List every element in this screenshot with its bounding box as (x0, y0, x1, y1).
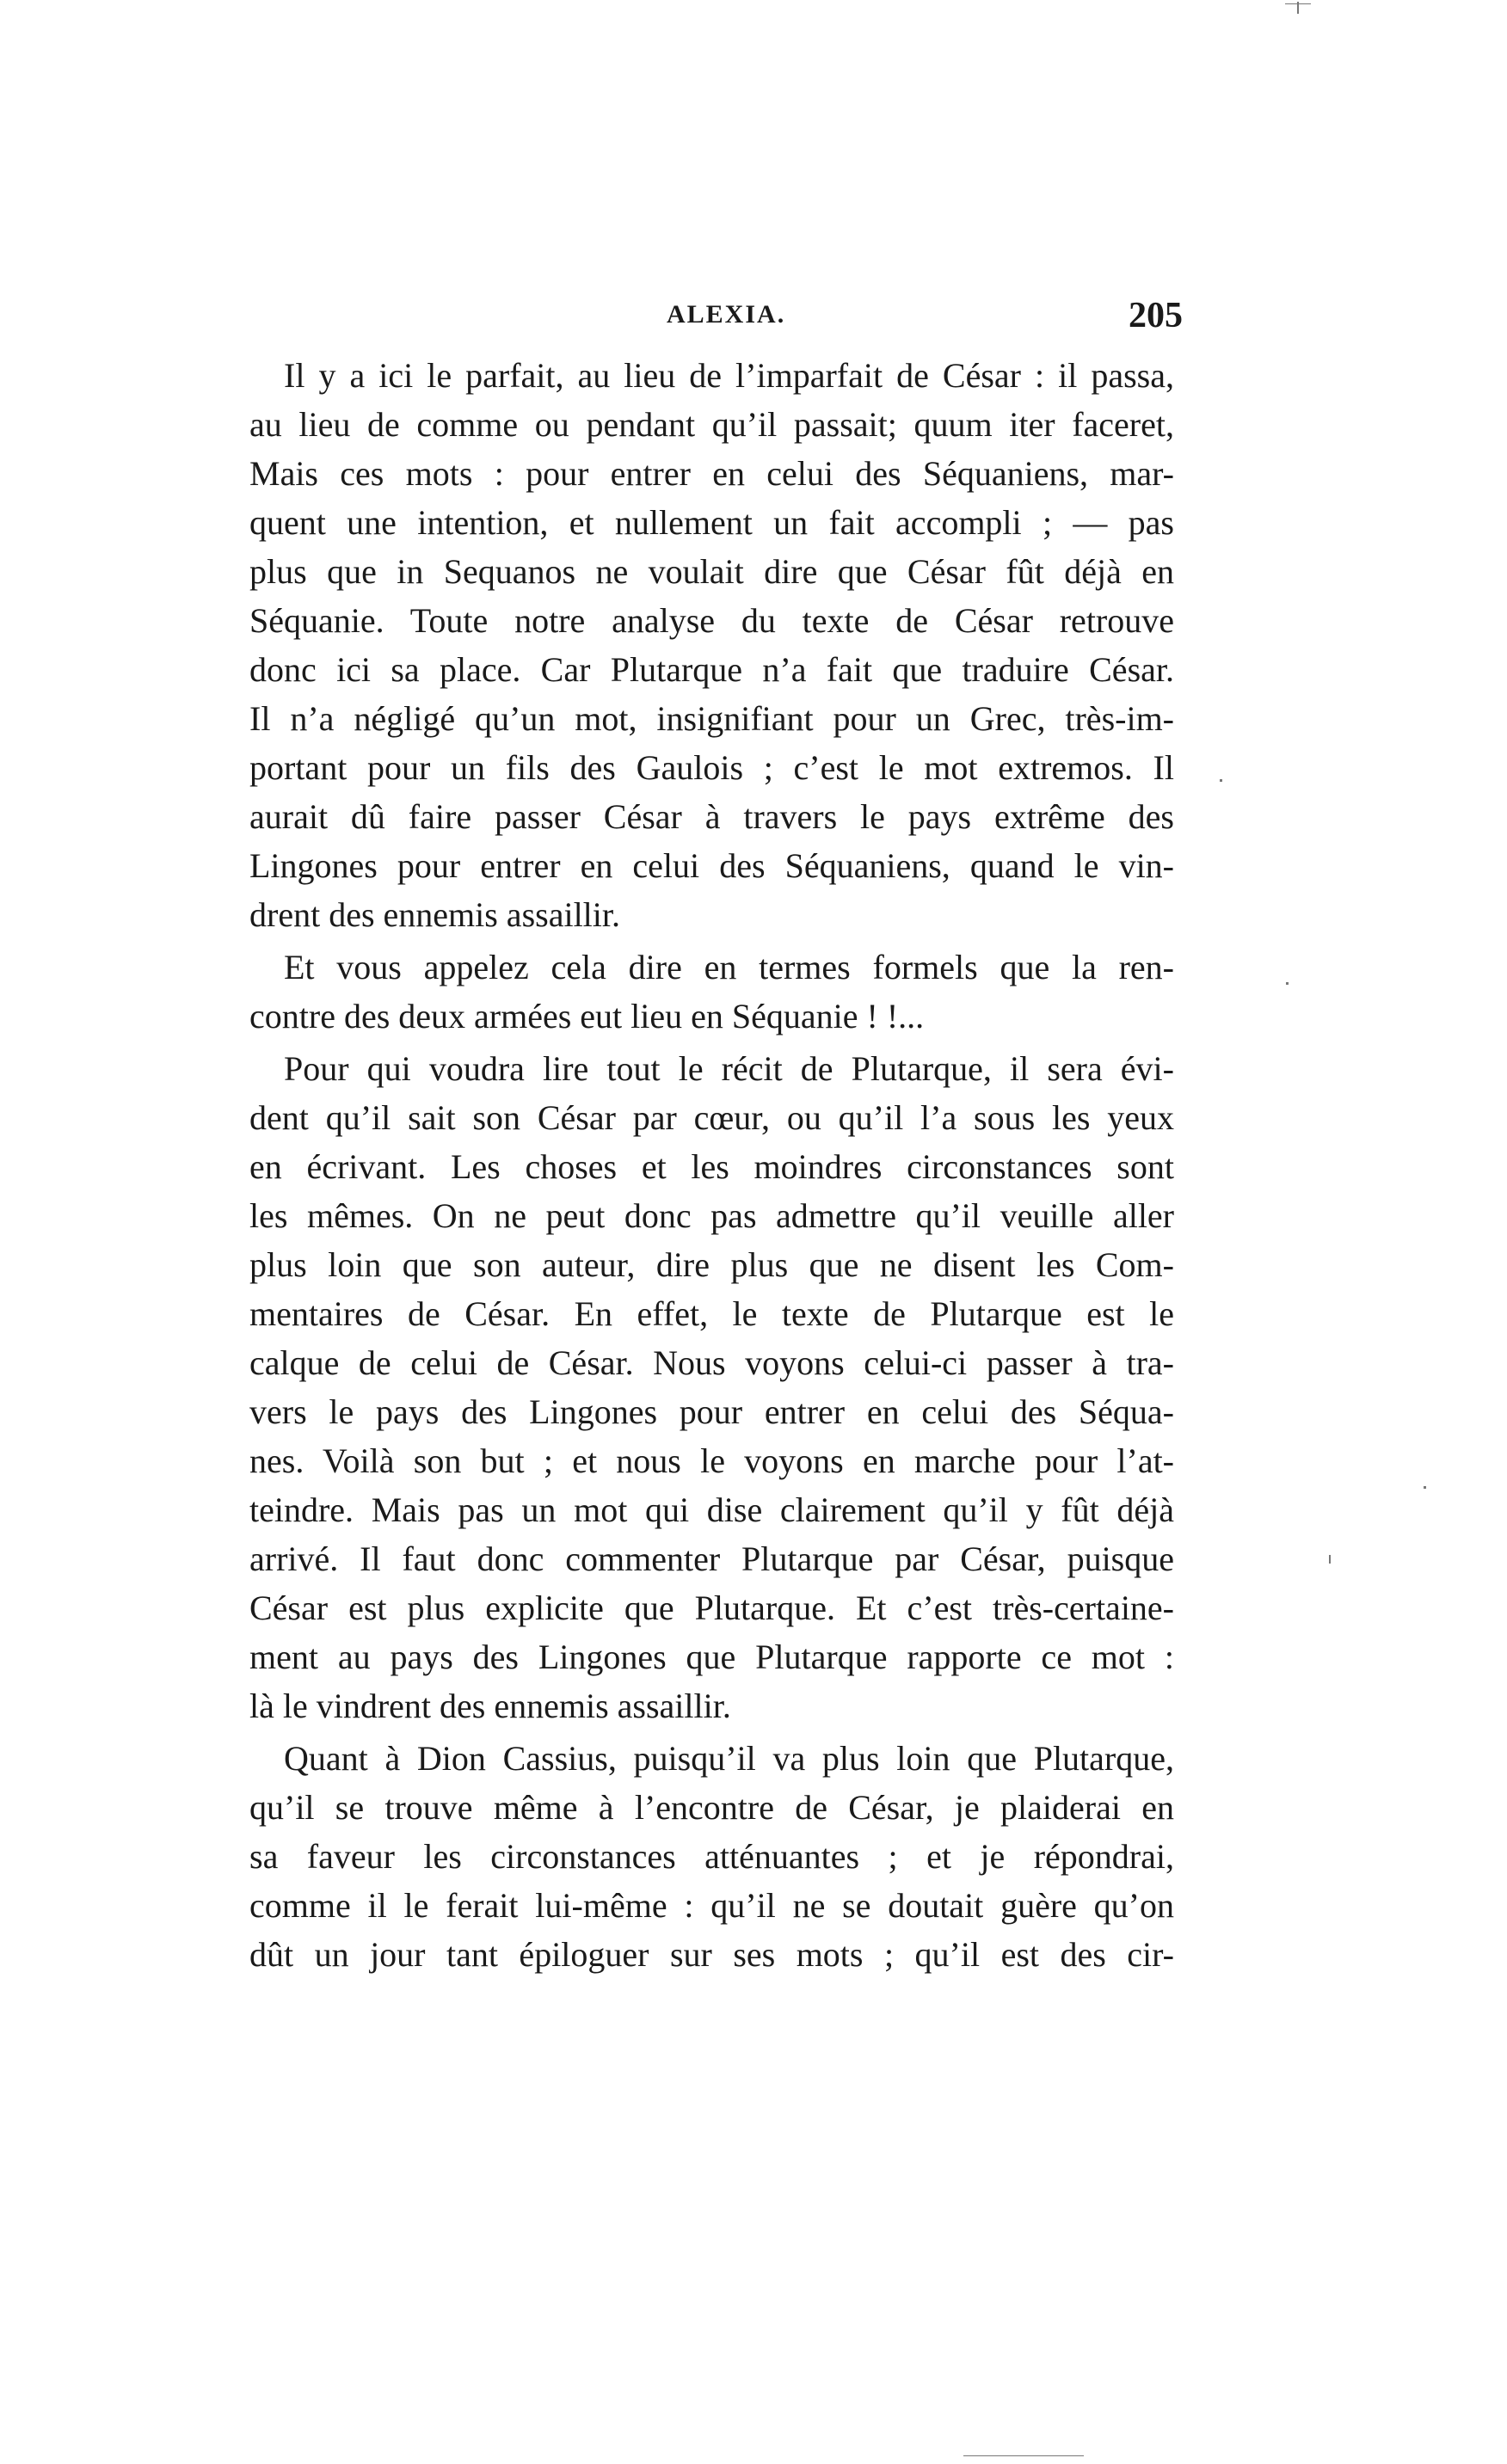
text-line: plus loin que son auteur, dire plus que ne disent les Com- (249, 1245, 1174, 1284)
text-line: Séquanie. Toute notre analyse du texte de César retrouve (249, 601, 1174, 640)
paragraph-4 (249, 1734, 1174, 1979)
page-number: 205 (1129, 296, 1183, 335)
text-line: au lieu de comme ou pendant qu’il passait; quum iter faceret, (249, 405, 1174, 444)
text-line: calque de celui de César. Nous voyons celui-ci passer à tra- (249, 1343, 1174, 1382)
text-line: ment au pays des Lingones que Plutarque rapporte ce mot : (249, 1638, 1174, 1676)
paragraph-3 (249, 1044, 1174, 1730)
text-line: mentaires de César. En effet, le texte de Plutarque est le (249, 1294, 1174, 1333)
scan-speck (963, 2455, 1084, 2456)
running-head (249, 295, 1183, 347)
text-line: drent des ennemis assaillir. (249, 895, 621, 934)
text-line: teindre. Mais pas un mot qui dise clairement qu’il y fût déjà (249, 1490, 1174, 1529)
scan-speck (1285, 3, 1311, 4)
text-line: plus que in Sequanos ne voulait dire que César fût déjà en (249, 552, 1174, 591)
scan-speck (1329, 1555, 1331, 1564)
text-line: Et vous appelez cela dire en termes formels que la ren- (284, 948, 1174, 986)
paragraph-1 (249, 351, 1174, 939)
text-line: en écrivant. Les choses et les moindres circonstances sont (249, 1147, 1174, 1186)
text-line: dût un jour tant épiloguer sur ses mots ; qu’il est des cir- (249, 1935, 1174, 1974)
text-line: dent qu’il sait son César par cœur, ou qu’il l’a sous les yeux (249, 1098, 1174, 1137)
text-line: là le vindrent des ennemis assaillir. (249, 1687, 731, 1725)
running-title: ALEXIA. (667, 300, 786, 329)
text-line: qu’il se trouve même à l’encontre de César, je plaiderai en (249, 1788, 1174, 1827)
text-line: portant pour un fils des Gaulois ; c’est le mot extremos. Il (249, 748, 1174, 787)
text-line: Il n’a négligé qu’un mot, insignifiant pour un Grec, très-im- (249, 699, 1174, 738)
text-line: quent une intention, et nullement un fait accompli ; — pas (249, 503, 1174, 542)
paragraph-2 (249, 943, 1174, 1041)
text-line: Mais ces mots : pour entrer en celui des Séquaniens, mar- (249, 454, 1174, 493)
scan-speck (1220, 779, 1222, 782)
text-line: Quant à Dion Cassius, puisqu’il va plus loin que Plutarque, (284, 1739, 1174, 1778)
text-line: nes. Voilà son but ; et nous le voyons en marche pour l’at- (249, 1441, 1174, 1480)
text-line: donc ici sa place. Car Plutarque n’a fait que traduire César. (249, 650, 1174, 689)
body-text (249, 351, 1174, 1979)
text-line: les mêmes. On ne peut donc pas admettre qu’il veuille aller (249, 1196, 1174, 1235)
text-line: sa faveur les circonstances atténuantes ; et je répondrai, (249, 1837, 1174, 1876)
text-line: Pour qui voudra lire tout le récit de Plutarque, il sera évi- (284, 1049, 1174, 1088)
text-line: contre des deux armées eut lieu en Séquanie ! !... (249, 997, 925, 1035)
text-line: arrivé. Il faut donc commenter Plutarque par César, puisque (249, 1539, 1174, 1578)
text-line: aurait dû faire passer César à travers le pays extrême des (249, 797, 1174, 836)
scan-speck (1286, 982, 1289, 985)
text-line: Lingones pour entrer en celui des Séquaniens, quand le vin- (249, 846, 1174, 885)
scan-speck (1424, 1486, 1426, 1489)
text-line: César est plus explicite que Plutarque. Et c’est très-certaine- (249, 1588, 1174, 1627)
text-line: comme il le ferait lui-même : qu’il ne se doutait guère qu’on (249, 1886, 1174, 1925)
text-line: Il y a ici le parfait, au lieu de l’imparfait de César : il passa, (284, 356, 1174, 395)
text-line: vers le pays des Lingones pour entrer en celui des Séqua- (249, 1392, 1174, 1431)
